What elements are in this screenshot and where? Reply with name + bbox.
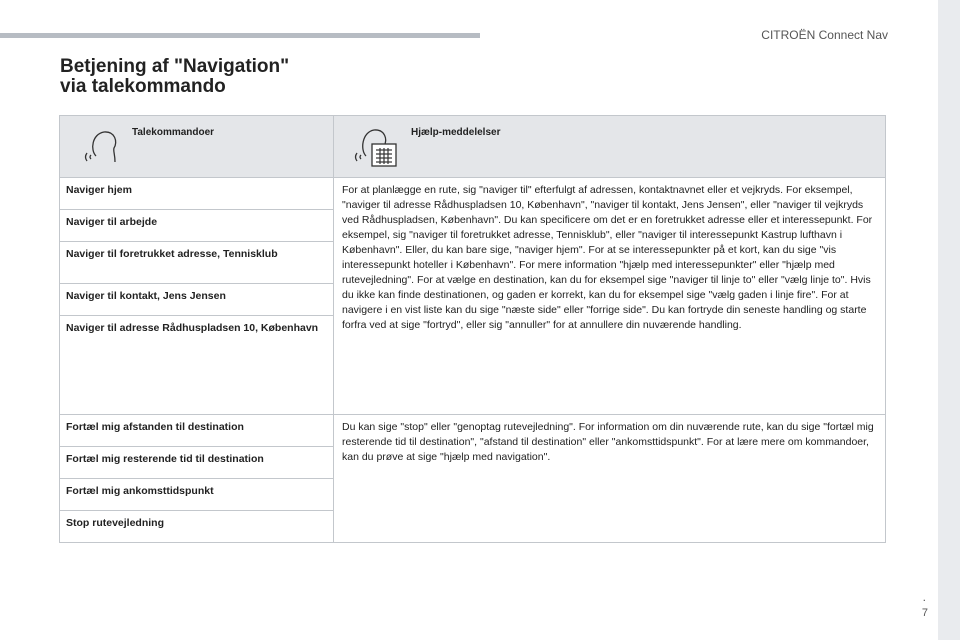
voice-command-icon: [82, 126, 122, 170]
header-help-messages: [334, 116, 886, 178]
help-message-icon: [354, 124, 402, 172]
command-cell: Naviger til foretrukket adresse, Tennisklub: [60, 242, 334, 284]
command-cell: Naviger til arbejde: [60, 210, 334, 242]
header-bar: [0, 33, 480, 38]
table-row: [60, 178, 886, 210]
command-cell: Stop rutevejledning: [60, 511, 334, 543]
page-number: 7: [921, 607, 928, 619]
table-row: [60, 415, 886, 447]
page-title-line1: Betjening af "Navigation": [60, 56, 290, 77]
table-header-row: [60, 116, 886, 178]
command-cell: Fortæl mig resterende tid til destination: [60, 447, 334, 479]
command-cell: Naviger hjem: [60, 178, 334, 210]
footer-dot: .: [922, 590, 926, 604]
page-edge-strip: [938, 0, 960, 640]
help-cell-route-info: Du kan sige "stop" eller "genoptag rutevejledning". For information om din nuværende rute, kan du sige "fortæl mig resterende tid til destination", "afstand til destination" eller "ankomsttidspunkt". For at lære mere om kommandoer, kan du prøve at sige "hjælp med navigation".: [334, 415, 886, 543]
col1-header-label: Talekommandoer: [132, 127, 215, 138]
col2-header-label: Hjælp-meddelelser: [411, 127, 501, 138]
command-cell: Fortæl mig ankomsttidspunkt: [60, 479, 334, 511]
command-cell: Fortæl mig afstanden til destination: [60, 415, 334, 447]
command-cell: Naviger til adresse Rådhuspladsen 10, København: [60, 316, 334, 415]
help-cell-navigation: For at planlægge en rute, sig "naviger til" efterfulgt af adressen, kontaktnavnet eller et vejkryds. For eksempel, "naviger til adresse Rådhuspladsen 10, København", "naviger til kontakt, Jens Jensen", eller "naviger til vejkryds ved Rådhuspladsen, København". Du kan specificere om det er en foretrukket adresse eller et interessepunkt. For eksempel, sig "naviger til foretrukket adresse, Tennisklub", eller "naviger til interessepunkt Kastrup lufthavn i København". Eller, du kan bare sige, "naviger hjem". For at se interessepunkter på et kort, kan du sige "vis interessepunkt hoteller i København". For mere information "hjælp med interessepunkter" eller "hjælp med rutevejledning". For at vælge en destination, kan du for eksempel sige "naviger til linje to" eller "vælg linje to". Hvis du ikke kan finde destinationen, og gaden er korrekt, kan du for eksempel sige "vælg gaden i linje fire". For at navigere i en vist liste kan du sige "næste side" eller "forrige side". Du kan fortryde din seneste handling og starte forfra ved at sige "fortryd", eller sig "annuller" for at annullere din nuværende handling.: [334, 178, 886, 415]
command-cell: Naviger til kontakt, Jens Jensen: [60, 284, 334, 316]
brand-label: CITROËN Connect Nav: [761, 28, 888, 42]
page-title: [60, 57, 289, 97]
page-title-line2: via talekommando: [60, 76, 226, 97]
header-voice-commands: [60, 116, 334, 178]
voice-command-table: [59, 115, 886, 543]
